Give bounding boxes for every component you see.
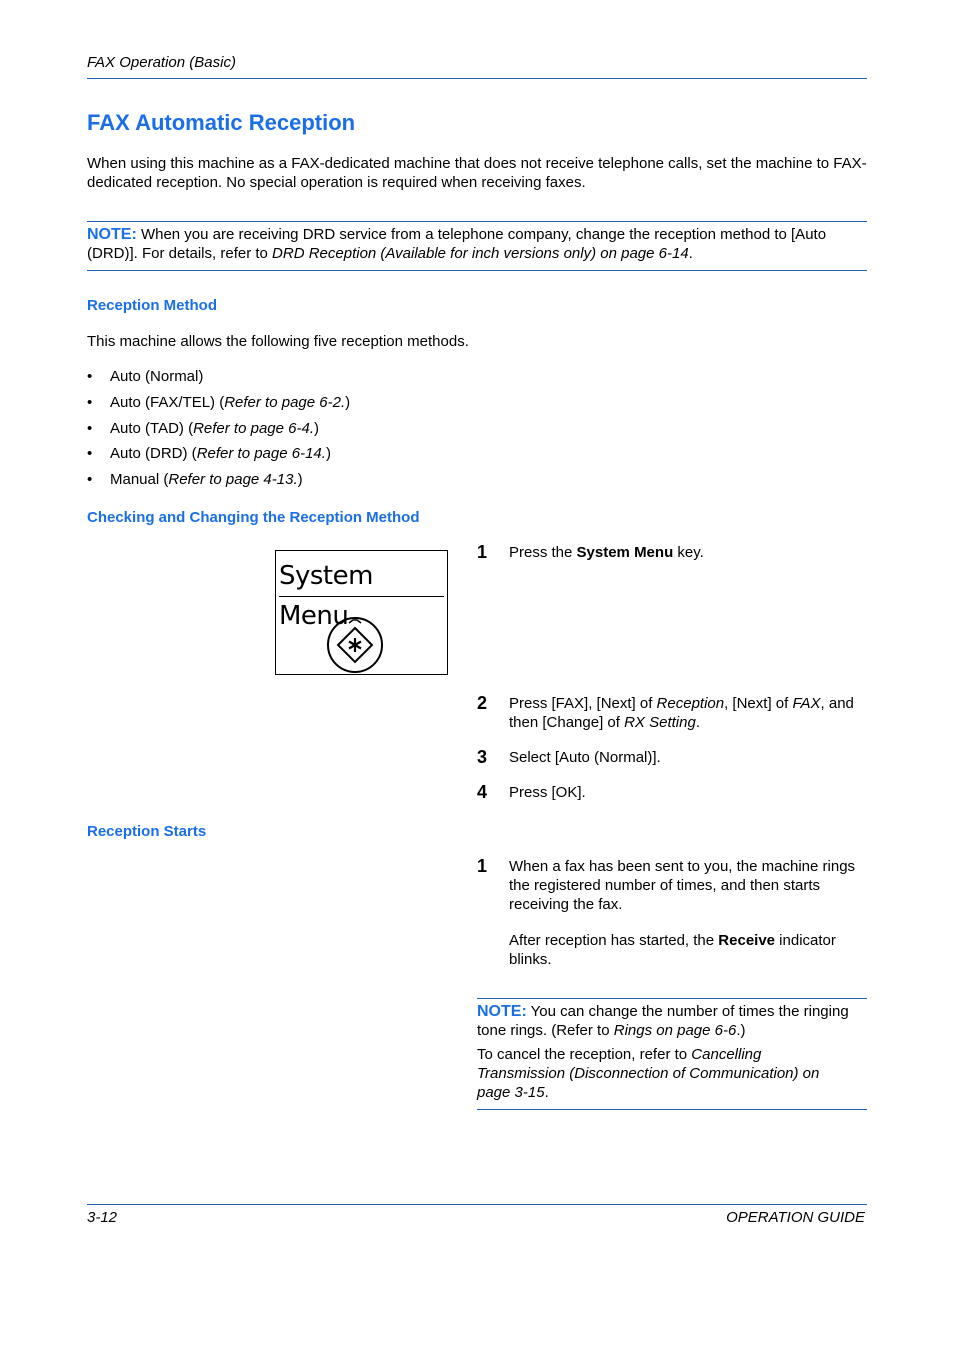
note2-bottom-rule xyxy=(477,1109,867,1110)
note-drd-reference: DRD Reception (Available for inch versions only) on page 6-14 xyxy=(272,245,689,262)
section-heading-reception-starts: Reception Starts xyxy=(87,823,207,840)
reception-step-1-text: When a fax has been sent to you, the machine rings the registered number of times, and then starts receiving the fax. xyxy=(509,858,856,913)
step-3-text: Select [Auto (Normal)]. xyxy=(509,749,661,766)
step-number: 3 xyxy=(477,747,488,767)
note-top-rule xyxy=(87,221,867,222)
receive-indicator-text: After reception has started, the Receive indicator blinks. xyxy=(509,932,836,968)
list-item: • Auto (FAX/TEL) (Refer to page 6-2.) xyxy=(87,393,351,411)
section-heading-checking: Checking and Changing the Reception Method xyxy=(87,509,420,526)
page-title: FAX Automatic Reception xyxy=(87,110,356,135)
step-number: 1 xyxy=(477,856,488,876)
header-rule xyxy=(87,78,867,79)
note-cancel: To cancel the reception, refer to Cancelling Transmission (Disconnection of Communication) on page 3-15. xyxy=(477,1046,820,1101)
intro-paragraph: When using this machine as a FAX-dedicated machine that does not receive telephone calls, set the machine to FAX-dedicated reception. No special operation is required when receiving faxes. xyxy=(87,155,867,191)
note-rings: NOTE: You can change the number of times the ringing tone rings. (Refer to Rings on page 6-6.) xyxy=(477,1003,849,1039)
system-menu-key-icon xyxy=(325,615,385,675)
page-number: 3-12 xyxy=(87,1209,118,1226)
note-label: NOTE: xyxy=(477,1003,527,1020)
system-menu-key-label: System Menu xyxy=(279,556,444,597)
footer-rule xyxy=(87,1204,867,1205)
note-bottom-rule xyxy=(87,270,867,271)
list-item: • Auto (TAD) (Refer to page 6-4.) xyxy=(87,419,319,437)
list-item: • Auto (DRD) (Refer to page 6-14.) xyxy=(87,445,331,463)
step-1-text: Press the System Menu key. xyxy=(509,544,704,561)
step-2-text: Press [FAX], [Next] of Reception, [Next] of FAX, and then [Change] of RX Setting. xyxy=(509,695,854,731)
running-header: FAX Operation (Basic) xyxy=(87,54,236,71)
step-number: 4 xyxy=(477,782,488,802)
list-item: • Auto (Normal) xyxy=(87,368,204,385)
guide-name: OPERATION GUIDE xyxy=(726,1209,865,1226)
note-drd: NOTE: When you are receiving DRD service from a telephone company, change the reception method to [Auto (DRD)]. For details, refer to DRD Reception (Available for inch versions only) on page 6-14. xyxy=(87,226,827,262)
note2-top-rule xyxy=(477,998,867,999)
step-4-text: Press [OK]. xyxy=(509,784,586,801)
step-number: 2 xyxy=(477,693,488,713)
reception-method-list xyxy=(87,367,350,496)
system-menu-key-illustration xyxy=(275,550,448,675)
reception-method-intro: This machine allows the following five reception methods. xyxy=(87,333,469,350)
section-heading-reception-method: Reception Method xyxy=(87,297,217,314)
step-number: 1 xyxy=(477,542,488,562)
note-label: NOTE: xyxy=(87,226,137,243)
list-item: • Manual (Refer to page 4-13.) xyxy=(87,471,303,489)
